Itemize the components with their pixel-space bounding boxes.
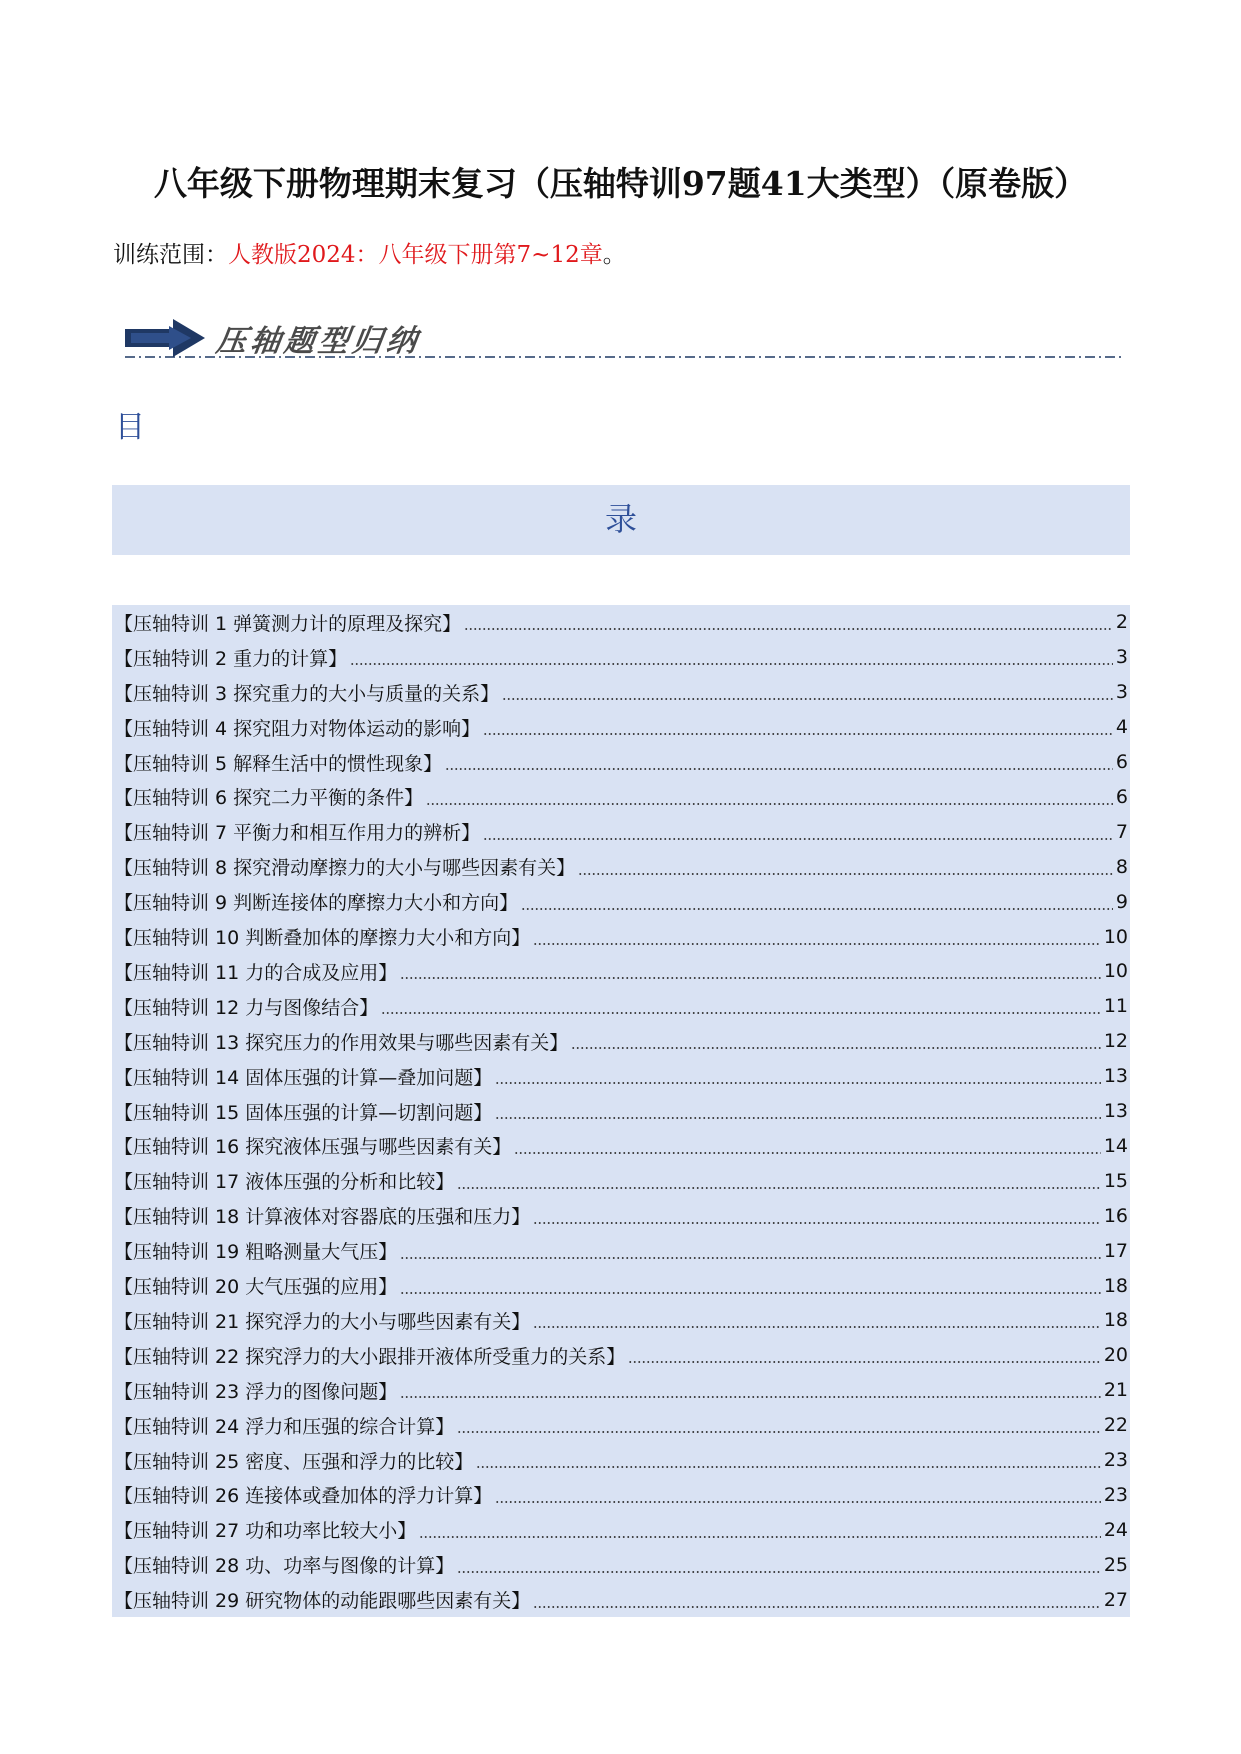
toc-entry[interactable] <box>112 1338 1130 1373</box>
training-scope <box>113 240 626 270</box>
toc-heading-band <box>112 485 1130 555</box>
toc-entry[interactable] <box>112 1408 1130 1443</box>
toc-heading-part2: 录 <box>604 500 637 538</box>
toc-entry[interactable] <box>112 605 1130 640</box>
toc-entry-label: 【压轴特训 17 液体压强的分析和比较】 <box>114 1171 455 1194</box>
toc-entry[interactable] <box>112 954 1130 989</box>
toc-entry-label: 【压轴特训 7 平衡力和相互作用力的辨析】 <box>114 822 481 845</box>
toc-entry[interactable] <box>112 1478 1130 1513</box>
toc-entry-label: 【压轴特训 3 探究重力的大小与质量的关系】 <box>114 682 500 705</box>
toc-entry[interactable] <box>112 640 1130 675</box>
toc-entry-page: 10 <box>1103 960 1128 983</box>
toc-dot-leader <box>400 1381 1101 1399</box>
document-title: 八年级下册物理期末复习（压轴特训97题41大类型）（原卷版） <box>153 164 1088 203</box>
toc-entry-page: 18 <box>1103 1274 1128 1297</box>
toc-entry-page: 23 <box>1103 1449 1128 1472</box>
toc-entry[interactable] <box>112 1303 1130 1338</box>
toc-entry-page: 17 <box>1103 1239 1128 1262</box>
toc-entry-label: 【压轴特训 6 探究二力平衡的条件】 <box>114 787 424 810</box>
toc-entry-label: 【压轴特训 22 探究浮力的大小跟排开液体所受重力的关系】 <box>114 1345 626 1368</box>
toc-entry-label: 【压轴特训 16 探究液体压强与哪些因素有关】 <box>114 1136 512 1159</box>
toc-entry[interactable] <box>112 1512 1130 1547</box>
toc-entry[interactable] <box>112 675 1130 710</box>
toc-entry-page: 11 <box>1103 995 1128 1018</box>
toc-dot-leader <box>578 858 1113 876</box>
toc-entry[interactable] <box>112 849 1130 884</box>
toc-entry[interactable] <box>112 1547 1130 1582</box>
toc-entry-page: 7 <box>1115 820 1128 843</box>
toc-entry-label: 【压轴特训 20 大气压强的应用】 <box>114 1276 398 1299</box>
toc-dot-leader <box>502 683 1113 701</box>
toc-entry[interactable] <box>112 1233 1130 1268</box>
toc-entry-page: 24 <box>1103 1518 1128 1541</box>
toc-entry-label: 【压轴特训 21 探究浮力的大小与哪些因素有关】 <box>114 1310 531 1333</box>
toc-list <box>112 605 1130 1617</box>
toc-entry-page: 22 <box>1103 1414 1128 1437</box>
scope-value: 人教版2024：八年级下册第7~12章 <box>228 242 603 268</box>
toc-entry-label: 【压轴特训 19 粗略测量大气压】 <box>114 1241 398 1264</box>
toc-entry[interactable] <box>112 1059 1130 1094</box>
toc-entry[interactable] <box>112 989 1130 1024</box>
toc-entry-label: 【压轴特训 14 固体压强的计算—叠加问题】 <box>114 1066 493 1089</box>
toc-entry[interactable] <box>112 1198 1130 1233</box>
toc-entry-page: 12 <box>1103 1030 1128 1053</box>
toc-entry-label: 【压轴特训 28 功、功率与图像的计算】 <box>114 1555 455 1578</box>
toc-entry-label: 【压轴特训 12 力与图像结合】 <box>114 996 379 1019</box>
toc-entry[interactable] <box>112 1024 1130 1059</box>
toc-entry[interactable] <box>112 884 1130 919</box>
toc-entry-page: 3 <box>1115 646 1128 669</box>
toc-entry[interactable] <box>112 814 1130 849</box>
toc-entry-page: 13 <box>1103 1065 1128 1088</box>
toc-dot-leader <box>419 1521 1101 1539</box>
toc-dot-leader <box>350 648 1113 666</box>
toc-entry[interactable] <box>112 1582 1130 1617</box>
toc-entry[interactable] <box>112 1443 1130 1478</box>
toc-entry-page: 15 <box>1103 1169 1128 1192</box>
toc-entry-label: 【压轴特训 4 探究阻力对物体运动的影响】 <box>114 717 481 740</box>
banner-title: 压轴题型归纳 <box>214 324 423 359</box>
toc-entry-label: 【压轴特训 8 探究滑动摩擦力的大小与哪些因素有关】 <box>114 857 576 880</box>
toc-entry-label: 【压轴特训 5 解释生活中的惯性现象】 <box>114 752 443 775</box>
toc-entry-page: 18 <box>1103 1309 1128 1332</box>
toc-entry-page: 8 <box>1115 855 1128 878</box>
toc-entry-page: 21 <box>1103 1379 1128 1402</box>
toc-dot-leader <box>533 928 1101 946</box>
toc-dot-leader <box>495 1067 1101 1085</box>
scope-label: 训练范围： <box>113 242 228 268</box>
toc-dot-leader <box>400 962 1101 980</box>
toc-entry-page: 6 <box>1115 751 1128 774</box>
toc-entry-page: 3 <box>1115 681 1128 704</box>
toc-entry[interactable] <box>112 919 1130 954</box>
toc-entry-label: 【压轴特训 9 判断连接体的摩擦力大小和方向】 <box>114 892 519 915</box>
toc-dot-leader <box>476 1451 1101 1469</box>
toc-dot-leader <box>533 1591 1101 1609</box>
toc-entry-label: 【压轴特训 24 浮力和压强的综合计算】 <box>114 1415 455 1438</box>
toc-entry-label: 【压轴特训 10 判断叠加体的摩擦力大小和方向】 <box>114 927 531 950</box>
toc-entry-label: 【压轴特训 29 研究物体的动能跟哪些因素有关】 <box>114 1590 531 1613</box>
toc-dot-leader <box>426 788 1113 806</box>
toc-entry[interactable] <box>112 1163 1130 1198</box>
toc-dot-leader <box>445 753 1113 771</box>
toc-dot-leader <box>400 1277 1101 1295</box>
toc-dot-leader <box>514 1137 1101 1155</box>
toc-dot-leader <box>381 997 1101 1015</box>
toc-entry-label: 【压轴特训 11 力的合成及应用】 <box>114 961 398 984</box>
toc-entry-page: 14 <box>1103 1134 1128 1157</box>
toc-entry-label: 【压轴特训 18 计算液体对容器底的压强和压力】 <box>114 1206 531 1229</box>
toc-entry-page: 6 <box>1115 785 1128 808</box>
toc-entry-label: 【压轴特训 1 弹簧测力计的原理及探究】 <box>114 612 462 635</box>
toc-dot-leader <box>495 1486 1101 1504</box>
toc-dot-leader <box>483 718 1113 736</box>
toc-entry[interactable] <box>112 1268 1130 1303</box>
toc-entry-label: 【压轴特训 13 探究压力的作用效果与哪些因素有关】 <box>114 1031 569 1054</box>
toc-entry-label: 【压轴特训 23 浮力的图像问题】 <box>114 1380 398 1403</box>
scope-end: 。 <box>602 242 626 268</box>
toc-entry-label: 【压轴特训 25 密度、压强和浮力的比较】 <box>114 1450 474 1473</box>
toc-entry[interactable] <box>112 745 1130 780</box>
toc-entry-page: 20 <box>1103 1344 1128 1367</box>
toc-entry-page: 23 <box>1103 1483 1128 1506</box>
toc-dot-leader <box>457 1416 1101 1434</box>
toc-dot-leader <box>533 1311 1101 1329</box>
toc-dot-leader <box>457 1172 1101 1190</box>
banner-divider <box>125 355 1125 359</box>
toc-entry[interactable] <box>112 1129 1130 1164</box>
toc-dot-leader <box>495 1102 1101 1120</box>
toc-dot-leader <box>483 823 1113 841</box>
toc-entry-page: 2 <box>1115 611 1128 634</box>
toc-entry-label: 【压轴特训 27 功和功率比较大小】 <box>114 1520 417 1543</box>
toc-dot-leader <box>628 1346 1101 1364</box>
toc-dot-leader <box>571 1032 1101 1050</box>
toc-entry[interactable] <box>112 1094 1130 1129</box>
toc-entry-page: 16 <box>1103 1204 1128 1227</box>
toc-dot-leader <box>457 1556 1101 1574</box>
toc-dot-leader <box>400 1242 1101 1260</box>
toc-entry-label: 【压轴特训 2 重力的计算】 <box>114 647 348 670</box>
toc-dot-leader <box>533 1207 1101 1225</box>
toc-entry-page: 27 <box>1103 1588 1128 1611</box>
toc-entry-page: 4 <box>1115 716 1128 739</box>
toc-entry-page: 13 <box>1103 1100 1128 1123</box>
toc-entry[interactable] <box>112 1373 1130 1408</box>
toc-entry[interactable] <box>112 780 1130 815</box>
toc-entry-label: 【压轴特训 15 固体压强的计算—切割问题】 <box>114 1101 493 1124</box>
toc-entry[interactable] <box>112 710 1130 745</box>
toc-dot-leader <box>521 893 1113 911</box>
toc-dot-leader <box>464 613 1113 631</box>
toc-entry-label: 【压轴特训 26 连接体或叠加体的浮力计算】 <box>114 1485 493 1508</box>
toc-entry-page: 25 <box>1103 1553 1128 1576</box>
toc-entry-page: 9 <box>1115 890 1128 913</box>
toc-heading-part1: 目 <box>115 410 145 445</box>
toc-entry-page: 10 <box>1103 925 1128 948</box>
